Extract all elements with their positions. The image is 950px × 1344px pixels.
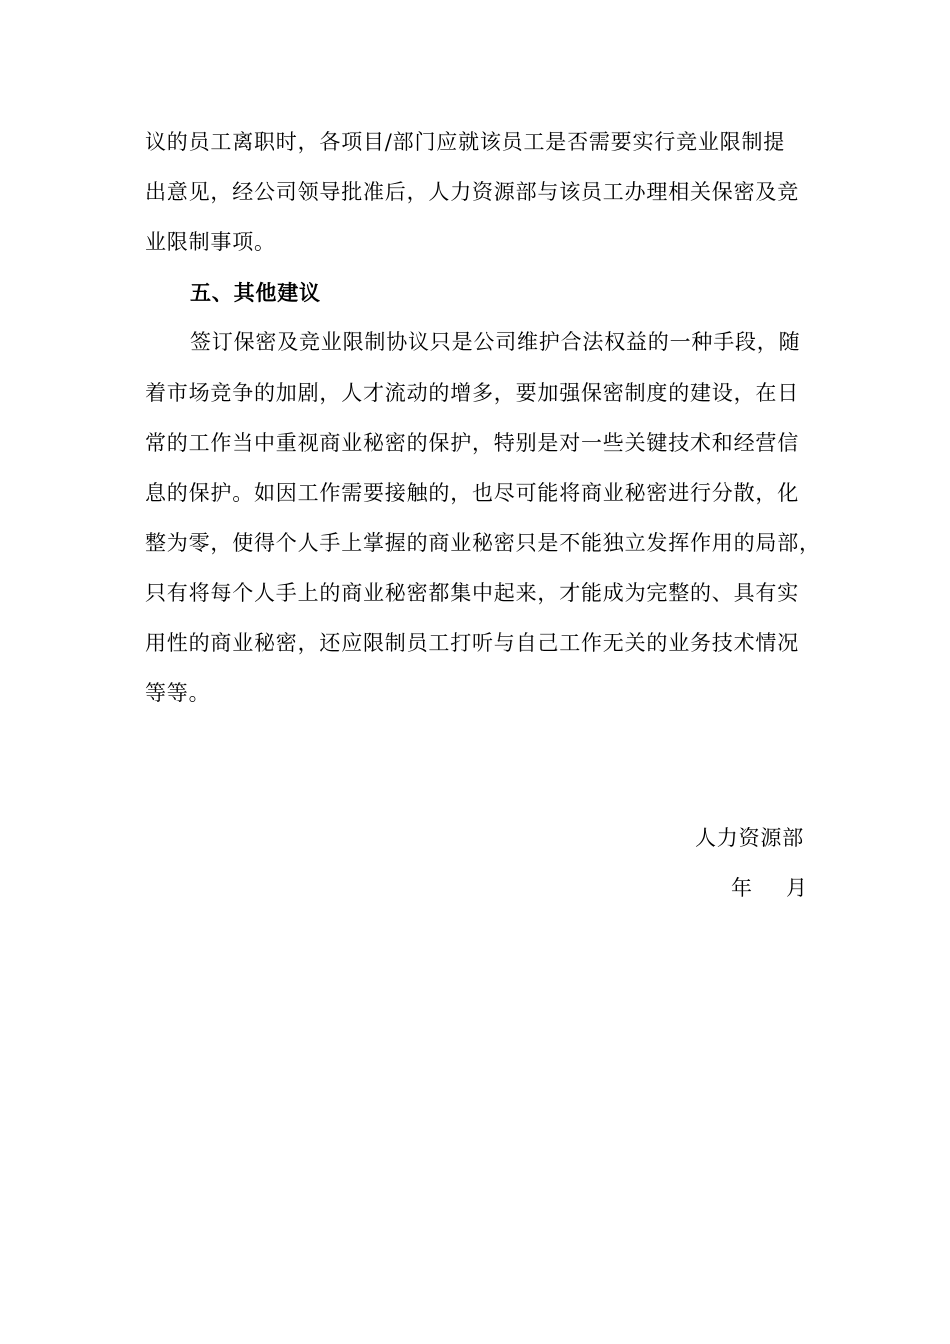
paragraph-line: 整为零，使得个人手上掌握的商业秘密只是不能独立发挥作用的局部， bbox=[145, 531, 821, 555]
paragraph-line: 业限制事项。 bbox=[145, 230, 276, 254]
paragraph-line: 息的保护。如因工作需要接触的，也尽可能将商业秘密进行分散，化 bbox=[145, 481, 799, 505]
signature-year-label: 年 bbox=[731, 876, 753, 900]
signature-month-label: 月 bbox=[786, 876, 808, 900]
paragraph-line: 出意见，经公司领导批准后，人力资源部与该员工办理相关保密及竞 bbox=[145, 180, 799, 204]
signature-department: 人力资源部 bbox=[695, 826, 804, 850]
section-heading: 五、其他建议 bbox=[190, 280, 321, 305]
paragraph-line: 议的员工离职时，各项目/部门应就该员工是否需要实行竞业限制提 bbox=[145, 130, 786, 154]
paragraph-line: 常的工作当中重视商业秘密的保护，特别是对一些关键技术和经营信 bbox=[145, 431, 799, 455]
paragraph-line: 只有将每个人手上的商业秘密都集中起来，才能成为完整的、具有实 bbox=[145, 581, 799, 605]
paragraph-line: 用性的商业秘密，还应限制员工打听与自己工作无关的业务技术情况 bbox=[145, 631, 799, 655]
paragraph-line: 着市场竞争的加剧，人才流动的增多，要加强保密制度的建设，在日 bbox=[145, 381, 799, 405]
paragraph-line: 签订保密及竞业限制协议只是公司维护合法权益的一种手段，随 bbox=[190, 330, 801, 354]
paragraph-line: 等等。 bbox=[145, 681, 211, 705]
